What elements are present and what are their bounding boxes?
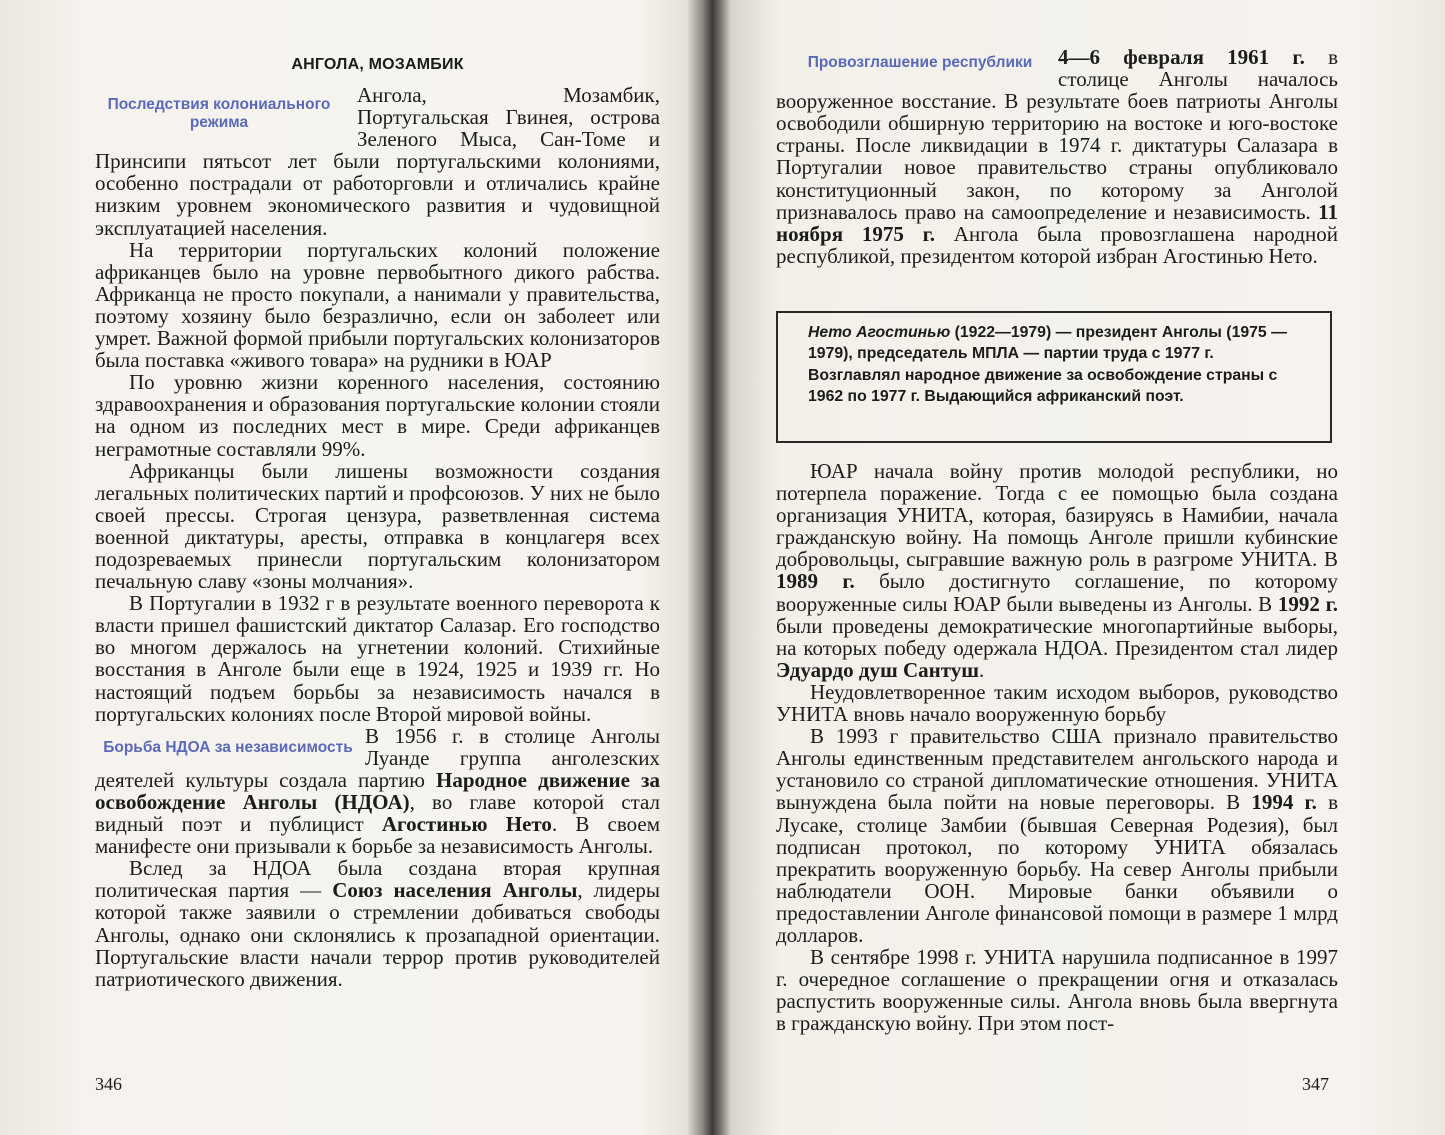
left-body (95, 84, 660, 990)
right-paragraph-1-bold-date: 4—6 февраля 1961 г. (1058, 45, 1305, 69)
right-paragraph-4-c: в Лусаке, столице Замбии (бывшая Северная Родезия), был подписан протокол, по которому УНИТА обязалась прекратить вооруженную борьбу. На север Анголы прибыли наблюдатели ООН. Мировые банки объявили о предоставлении Анголе финансовой помощи в размере 1 млрд долларов. (776, 790, 1339, 947)
right-paragraph-1-bold-date-2: 11 ноября 1975 г. (776, 199, 1339, 246)
sidehead-ndoa-struggle: Борьба НДОА за независимость (103, 738, 353, 756)
right-paragraph-2-c: было достигнуто соглашение, по которому вооруженные силы ЮАР были выведены из Анголы. В (776, 569, 1339, 616)
paragraph-5: В Португалии в 1932 г в результате военного переворота к власти пришел фашистский диктатор Салазар. Его господство во многом держалось на угнетении колоний. Стихийные восстания в Анголе были еще в 1924, 1925 и 1939 гг. Но настоящий подъем борьбы за независимость начался в португальских колониях после Второй мировой войны. (95, 591, 660, 726)
right-paragraph-2-bold-1992: 1992 г. (1277, 591, 1339, 616)
right-paragraph-2 (776, 460, 1338, 681)
page-number-right: 347 (1302, 1074, 1329, 1094)
sidehead-colonial-regime: Последствия колониального режима (107, 96, 331, 131)
right-paragraph-5: В сентябре 1998 г. УНИТА нарушила подписанное в 1997 г. очередное соглашение о прекращении огня и отказалась распустить вооруженные силы. Ангола вновь была ввергнута в гражданскую войну. При этом пост- (776, 945, 1338, 1036)
paragraph-4: Африканцы были лишены возможности создания легальных политических партий и профсоюзов. У них не было своей прессы. Строгая цензура, разветвленная система военной диктатуры, аресты, отправка в концлагеря всех подозреваемых принесли португальским колонизатором печальную славу «зоны молчания». (95, 458, 660, 594)
page-number-left: 346 (95, 1074, 122, 1094)
biography-name: Нето Агостинью (808, 324, 951, 341)
paragraph-6-a: В 1956 г. в столице Анголы Луанде группа анголезских деятелей культуры создала партию (95, 723, 660, 792)
right-paragraph-1-a: в столице Анголы началось вооруженное восстание. В результате боев патриоты Анголы освободили обширную территорию на востоке и юго-востоке страны. После ликвидации в 1974 г. диктатуры Салазара в Португалии новое правительство страны опубликовало конституционный закон, по которому за Анголой признавалось право на самоопределение и независимость. (776, 45, 1339, 224)
right-paragraph-2-d: были проведены демократические многопартийные выборы, на которых победу одержала НДОА. Президентом стал лидер (776, 613, 1338, 660)
sidehead-republic: Провозглашение республики (807, 54, 1033, 71)
right-paragraph-1-c: Ангола была провозглашена народной республикой, президентом которой избран Агостинью Нето. (776, 221, 1338, 268)
biography-text: (1922—1979) — президент Анголы (1975 — 1979), председатель МПЛА — партии труда с 1977 г. Возглавлял народное движение за освобождение страны с 1962 по 1977 г. Выдающийся африканский поэт. (808, 324, 1287, 405)
paragraph-3: По уровню жизни коренного населения, состоянию здравоохранения и образования португальские колонии стояли на одном из последних мест в мире. Среди африканцев неграмотные составляли 99%. (95, 370, 660, 461)
right-paragraph-1 (776, 46, 1338, 267)
right-paragraph-2-bold-santos: Эдуардо душ Сантуш (776, 657, 979, 682)
paragraph-7-c: , лидеры которой также заявили о стремлении добиваться свободы Анголы, однако они склонялись к прозападной ориентации. Португальские власти начали террор против руководителей патриотического движения. (95, 878, 661, 991)
paragraph-1-lead: Ангола, Мозамбик, Португальская Гвинея, острова Зеленого Мыса, Сан-Томе и (357, 83, 660, 152)
right-paragraph-4 (776, 725, 1338, 946)
paragraph-1-rest: Принсипи пятьсот лет были португальскими колониями, особенно пострадали от работорговли и отличались крайне низким уровнем экономического развития и чудовищной эксплуатацией населения. (95, 149, 660, 240)
right-body-bottom (776, 460, 1338, 1034)
right-paragraph-4-a: В 1993 г правительство США признало правительство Анголы единственным представителем ангольского народа и установило со страной дипломатические отношения. УНИТА вынуждена была пойти на новые переговоры. В (776, 724, 1338, 815)
paragraph-7 (95, 857, 660, 990)
left-page (95, 0, 660, 1135)
right-body-top (776, 46, 1338, 267)
running-head: АНГОЛА, МОЗАМБИК (291, 56, 464, 73)
right-paragraph-2-a: ЮАР начала войну против молодой республики, но потерпела поражение. Тогда с ее помощью была создана организация УНИТА, которая, базируясь в Намибии, начала гражданскую войну. На помощь Анголе пришли кубинские добровольцы, сыгравшие важную роль в разгроме УНИТА. В (776, 459, 1338, 572)
paragraph-7-bold-union: Союз населения Анголы (332, 878, 578, 903)
right-page (776, 0, 1338, 1135)
biography-box (776, 311, 1332, 443)
right-paragraph-2-bold-1989: 1989 г. (776, 569, 855, 594)
paragraph-6-bold-neto: Агостинью Нето (381, 812, 552, 837)
paragraph-6-bold-party: Народное движение за освобождение Анголы (НДОА) (95, 767, 661, 814)
paragraph-7-a: Вслед за НДОА была создана вторая крупная политическая партия — (95, 856, 660, 903)
right-paragraph-3: Неудовлетворенное таким исходом выборов, руководство УНИТА вновь начало вооруженную борьбу (776, 679, 1338, 727)
right-paragraph-2-e: . (978, 657, 985, 682)
paragraph-6-d: . В своем манифесте они призывали к борьбе за независимость Анголы. (95, 812, 661, 859)
paragraph-6-c: , во главе которой стал видный поэт и публицист (95, 790, 660, 837)
right-paragraph-4-bold-1994: 1994 г. (1251, 790, 1317, 815)
paragraph-2: На территории португальских колоний положение африканцев было на уровне первобытного дикого рабства. Африканца не просто покупали, а нанимали у правительства, поэтому хозяину было безразлично, если он заболеет или умрет. Важной формой прибыли португальских колонизаторов была поставка «живого товара» на рудники в ЮАР (95, 237, 660, 373)
